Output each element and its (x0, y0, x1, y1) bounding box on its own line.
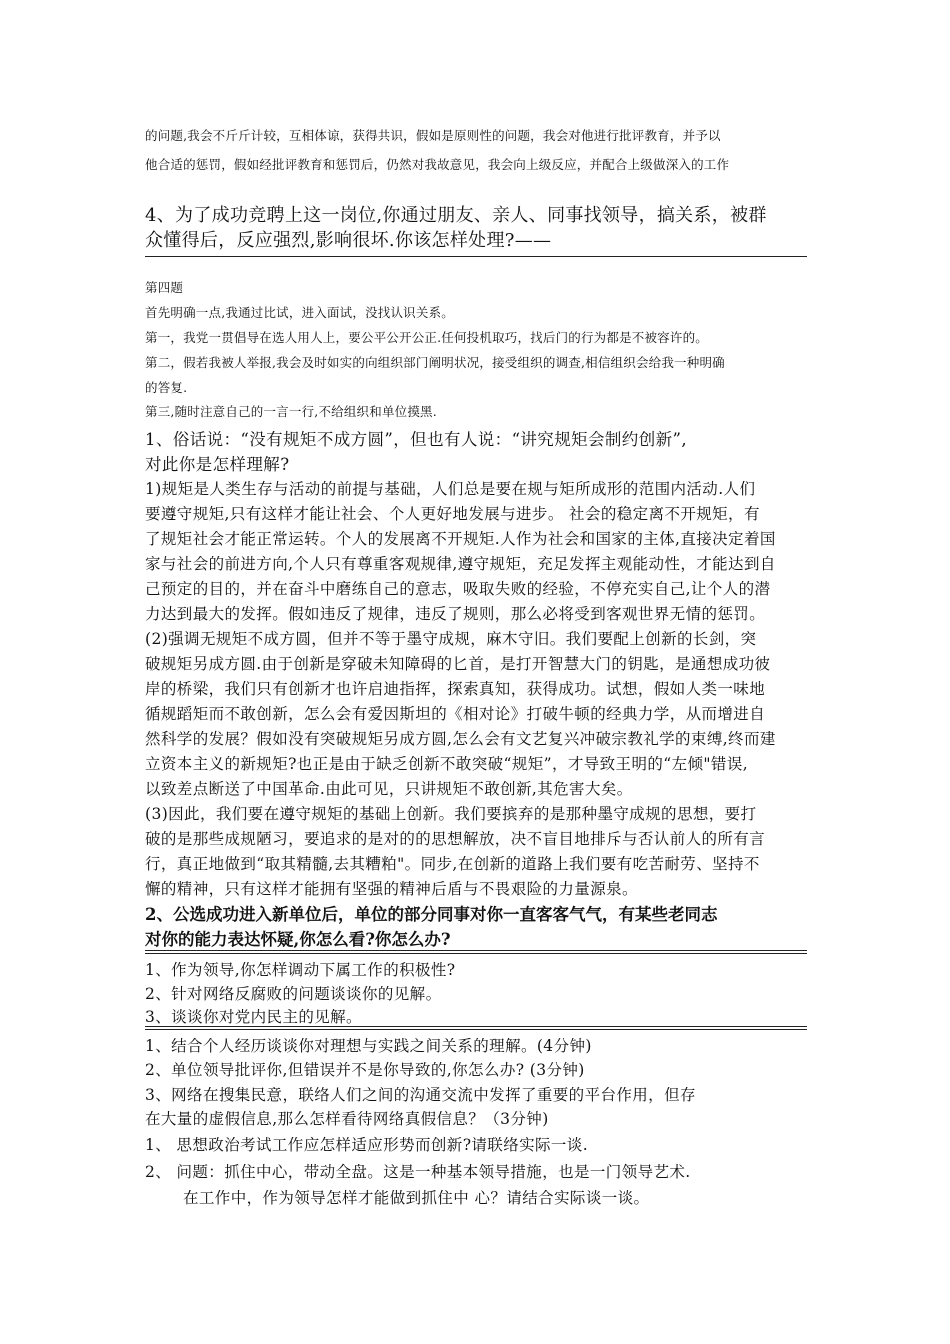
rules-answer-line: 行，真正地做到“取其精髓,去其糟粕"。同步,在创新的道路上我们要有吃苦耐劳、坚持不 (145, 855, 760, 873)
rules-answer-line: 以致差点断送了中国革命.由此可见，只讲规矩不敢创新,其危害大矣。 (145, 780, 633, 798)
section-divider (145, 256, 807, 257)
rules-answer-line: 岸的桥梁，我们只有创新才也许启迪指挥，探索真知，获得成功。试想，假如人类一味地 (145, 680, 766, 698)
question-2-line-1: 2、公选成功进入新单位后，单位的部分同事对你一直客客气气，有某些老同志 (145, 905, 718, 924)
group-c-item-1: 1、 思想政治考试工作应怎样适应形势而创新?请联络实际一谈. (145, 1136, 589, 1154)
answer-4-intro: 首先明确一点,我通过比试，进入面试，没找认识关系。 (145, 305, 454, 320)
group-a-item: 2、针对网络反腐败的问题谈谈你的见解。 (145, 985, 442, 1003)
rules-question-line-2: 对此你是怎样理解? (145, 455, 290, 474)
group-a-item: 3、谈谈你对党内民主的见解。 (145, 1008, 362, 1026)
question-2-line-2: 对你的能力表达怀疑,你怎么看?你怎么办? (145, 930, 451, 949)
group-b-item: 1、结合个人经历谈谈你对理想与实践之间关系的理解。(4分钟) (145, 1037, 592, 1055)
rules-answer-line: 循规蹈矩而不敢创新，怎么会有爱因斯坦的《相对论》打破牛顿的经典力学，从而增进自 (145, 705, 766, 723)
rules-answer-line: 立资本主义的新规矩?也正是由于缺乏创新不敢突破“规矩”，才导致王明的“左倾"错误, (145, 755, 749, 773)
prev-answer-line-1: 的问题,我会不斤斤计较，互相体谅，获得共识，假如是原则性的问题，我会对他进行批评教育，并予以 (145, 128, 721, 143)
rules-answer-line: 懈的精神，只有这样才能拥有坚强的精神后盾与不畏艰险的力量源泉。 (145, 880, 638, 898)
rules-answer-line: 1)规矩是人类生存与活动的前提与基础，人们总是要在规与矩所成形的范围内活动.人们 (145, 480, 756, 498)
rules-answer-line: 家与社会的前进方向,个人只有尊重客观规律,遵守规矩，充足发挥主观能动性，才能达到自 (145, 555, 776, 573)
rules-answer-line: 要遵守规矩,只有这样才能让社会、个人更好地发展与进步。 社会的稳定离不开规矩，有 (145, 505, 760, 523)
answer-4-point-2-line-2: 的答复. (145, 380, 188, 395)
rules-answer-line: 己预定的目的，并在奋斗中磨练自己的意志，吸取失败的经验，不停充实自己,让个人的潜 (145, 580, 771, 598)
rules-question-line-1: 1、俗话说：“没有规矩不成方圆”，但也有人说：“讲究规矩会制约创新”, (145, 430, 687, 449)
group-b-item: 在大量的虚假信息,那么怎样看待网络真假信息？（3分钟) (145, 1110, 549, 1128)
answer-4-point-3: 第三,随时注意自己的一言一行,不给组织和单位摸黑. (145, 404, 437, 419)
double-divider (145, 950, 807, 954)
rules-answer-line: (3)因此，我们要在遵守规矩的基础上创新。我们要摈弃的是那种墨守成规的思想，要打 (145, 805, 757, 823)
rules-answer-line: 了规矩社会才能正常运转。个人的发展离不开规矩.人作为社会和国家的主体,直接决定着国 (145, 530, 776, 548)
question-4-line-1: 4、为了成功竞聘上这一岗位,你通过朋友、亲人、同事找领导，搞关系，被群 (145, 205, 767, 226)
rules-answer-line: 破的是那些成规陋习，要追求的是对的的思想解放，决不盲目地排斥与否认前人的所有言 (145, 830, 766, 848)
rules-answer-line: 然科学的发展？假如没有突破规矩另成方圆,怎么会有文艺复兴冲破宗教礼学的束缚,终而建 (145, 730, 776, 748)
group-b-item: 2、单位领导批评你,但错误并不是你导致的,你怎么办? (3分钟) (145, 1061, 585, 1079)
answer-4-point-1: 第一，我党一贯倡导在选人用人上，要公平公开公正.任何投机取巧，找后门的行为都是不被容许的。 (145, 330, 708, 345)
answer-4-point-2-line-1: 第二，假若我被人举报,我会及时如实的向组织部门阐明状况，接受组织的调查,相信组织会给我一种明确 (145, 355, 725, 370)
group-b-item: 3、网络在搜集民意，联络人们之间的沟通交流中发挥了重要的平台作用，但存 (145, 1086, 696, 1104)
rules-answer-line: 力达到最大的发挥。假如违反了规律，违反了规则，那么必将受到客观世界无情的惩罚。 (145, 605, 766, 623)
double-divider (145, 1026, 807, 1030)
rules-answer-line: (2)强调无规矩不成方圆，但并不等于墨守成规，麻木守旧。我们要配上创新的长剑，突 (145, 630, 757, 648)
rules-answer-line: 破规矩另成方圆.由于创新是穿破未知障碍的匕首，是打开智慧大门的钥匙，是通想成功彼 (145, 655, 771, 673)
group-a-item: 1、作为领导,你怎样调动下属工作的积极性? (145, 961, 456, 979)
group-c-item-2-line-2: 在工作中，作为领导怎样才能做到抓住中 心？请结合实际谈一谈。 (183, 1189, 650, 1207)
question-4-line-2: 众懂得后，反应强烈,影响很坏.你该怎样处理?—— (145, 230, 552, 251)
answer-4-title: 第四题 (145, 280, 184, 295)
group-c-item-2-line-1: 2、 问题：抓住中心，带动全盘。这是一种基本领导措施，也是一门领导艺术. (145, 1163, 691, 1181)
prev-answer-line-2: 他合适的惩罚，假如经批评教育和惩罚后，仍然对我故意见，我会向上级反应，并配合上级做深入的工作 (145, 157, 730, 172)
